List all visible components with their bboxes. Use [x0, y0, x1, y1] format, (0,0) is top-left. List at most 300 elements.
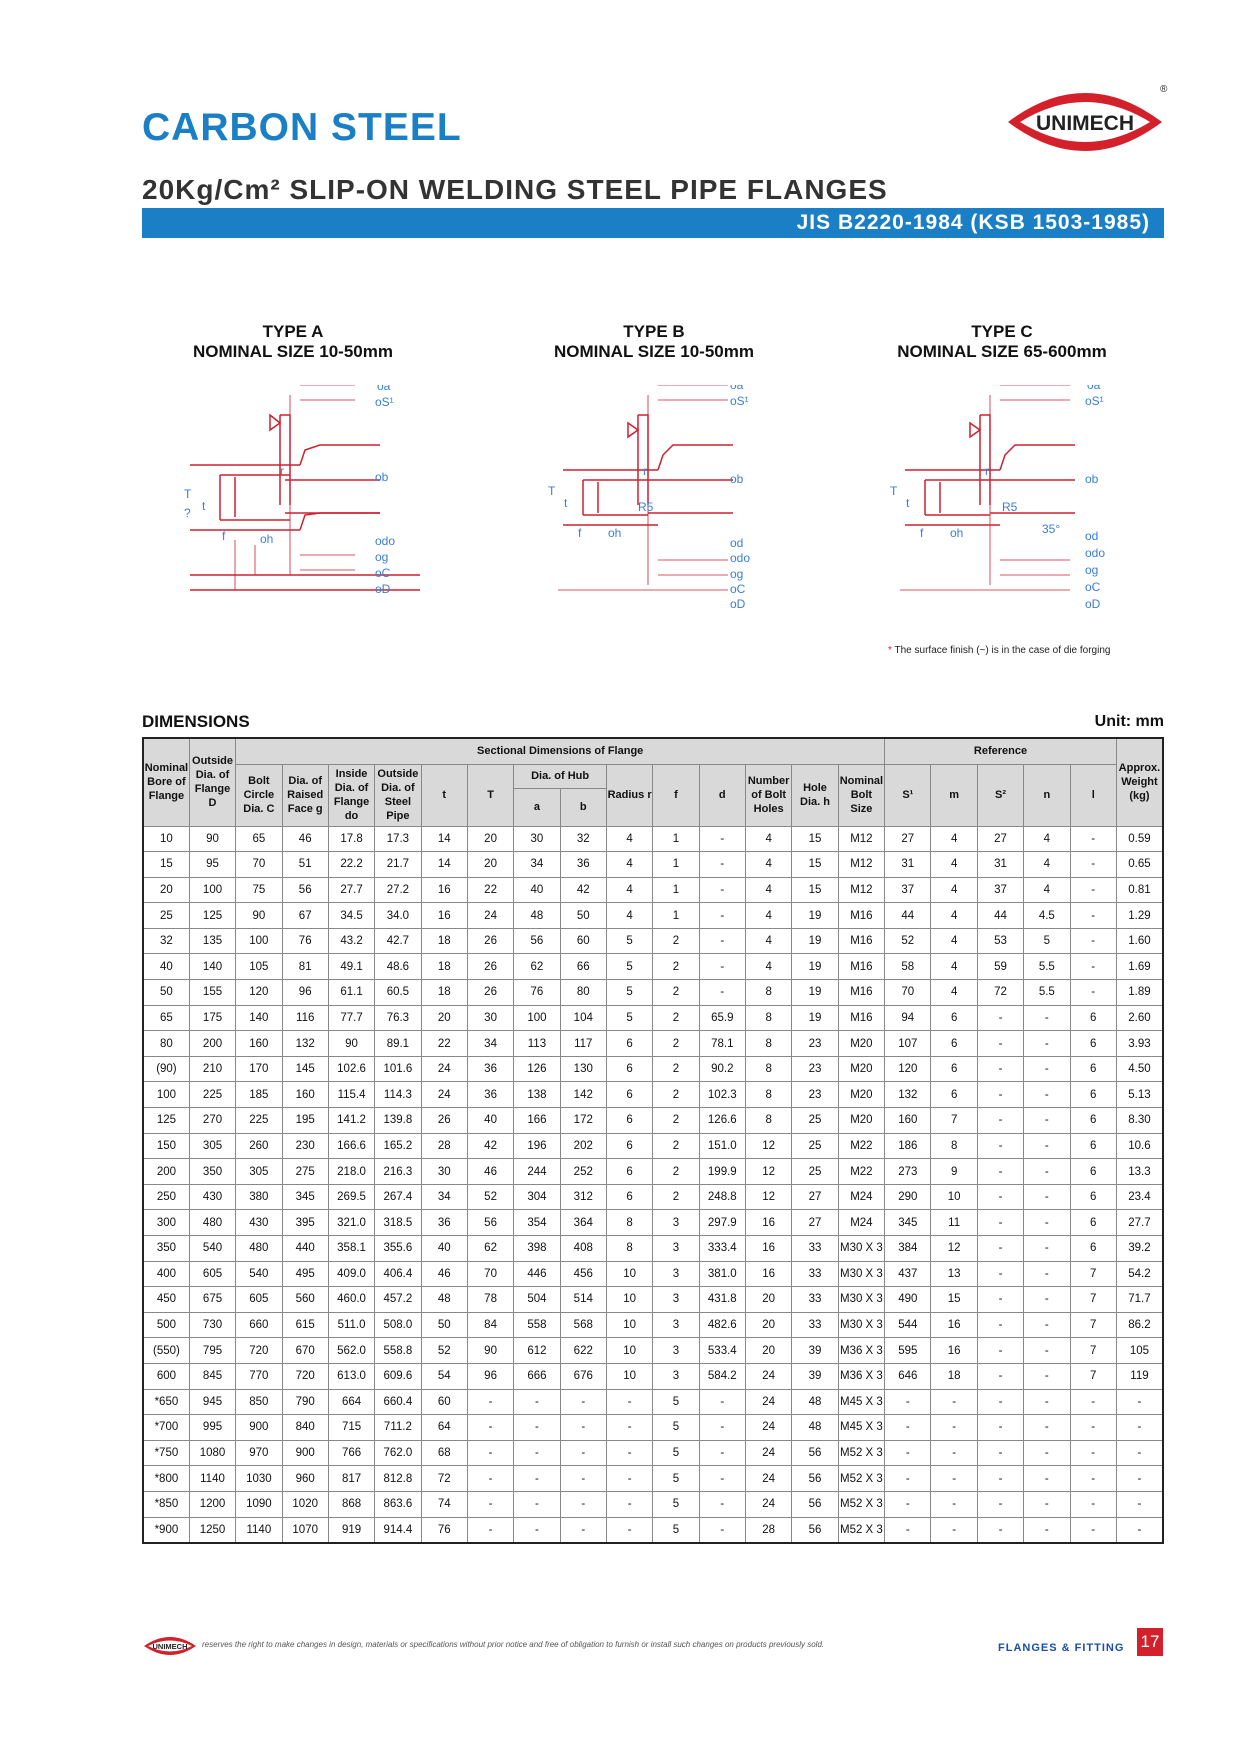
table-cell: 22.2 — [328, 852, 374, 878]
label-oa: oa — [377, 385, 391, 393]
table-cell: 7 — [1070, 1261, 1116, 1287]
table-cell: 40 — [421, 1236, 467, 1262]
table-cell: 30 — [514, 826, 560, 852]
table-cell: 345 — [885, 1210, 931, 1236]
table-cell: 730 — [189, 1312, 235, 1338]
table-cell: 46 — [467, 1159, 513, 1185]
table-cell: - — [885, 1491, 931, 1517]
table-cell: - — [699, 826, 745, 852]
table-cell: 321.0 — [328, 1210, 374, 1236]
table-cell: - — [699, 954, 745, 980]
table-cell: M52 X 3 — [838, 1517, 884, 1543]
table-cell: 252 — [560, 1159, 606, 1185]
table-cell: 6 — [931, 1082, 977, 1108]
table-cell: 13 — [931, 1261, 977, 1287]
table-cell: 39 — [792, 1363, 838, 1389]
table-cell: 675 — [189, 1287, 235, 1313]
table-cell: - — [467, 1491, 513, 1517]
table-cell: 31 — [885, 852, 931, 878]
table-cell: - — [977, 1440, 1023, 1466]
table-cell: 60 — [421, 1389, 467, 1415]
table-cell: 27 — [792, 1210, 838, 1236]
table-cell: 44 — [885, 903, 931, 929]
table-cell: 10 — [143, 826, 189, 852]
table-cell: - — [931, 1440, 977, 1466]
table-cell: 74 — [421, 1491, 467, 1517]
table-cell: 1200 — [189, 1491, 235, 1517]
table-cell: 34 — [421, 1184, 467, 1210]
label-oh: oh — [608, 526, 622, 540]
table-cell: 139.8 — [375, 1108, 421, 1134]
table-cell: 52 — [467, 1184, 513, 1210]
table-cell: 65.9 — [699, 1005, 745, 1031]
table-cell: 10 — [606, 1287, 652, 1313]
table-cell: 27 — [977, 826, 1023, 852]
table-cell: 12 — [745, 1133, 791, 1159]
table-cell: 50 — [143, 980, 189, 1006]
table-cell: 2 — [653, 1056, 699, 1082]
table-cell: 22 — [421, 1031, 467, 1057]
table-cell: 460.0 — [328, 1287, 374, 1313]
table-cell: 16 — [931, 1312, 977, 1338]
table-cell: 20 — [745, 1338, 791, 1364]
table-cell: 350 — [143, 1236, 189, 1262]
table-cell: 4 — [606, 826, 652, 852]
table-cell: M16 — [838, 954, 884, 980]
table-cell: 200 — [189, 1031, 235, 1057]
table-cell: - — [885, 1389, 931, 1415]
table-row — [143, 1056, 1163, 1082]
table-cell: - — [1070, 826, 1116, 852]
table-cell: 609.6 — [375, 1363, 421, 1389]
table-cell: - — [1116, 1415, 1163, 1441]
table-cell: M20 — [838, 1056, 884, 1082]
table-cell: - — [1116, 1389, 1163, 1415]
table-row — [143, 852, 1163, 878]
table-cell: - — [885, 1440, 931, 1466]
table-cell: 0.59 — [1116, 826, 1163, 852]
table-cell: 96 — [467, 1363, 513, 1389]
table-cell: 27.7 — [1116, 1210, 1163, 1236]
label-r: r — [643, 464, 647, 478]
table-cell: 132 — [282, 1031, 328, 1057]
table-cell: - — [977, 1082, 1023, 1108]
label-t: t — [202, 499, 206, 513]
table-cell: 18 — [421, 928, 467, 954]
table-cell: 34.0 — [375, 903, 421, 929]
table-cell: 720 — [282, 1363, 328, 1389]
table-cell: 4 — [606, 877, 652, 903]
table-cell: 78 — [467, 1287, 513, 1313]
table-cell: 16 — [745, 1210, 791, 1236]
table-cell: 613.0 — [328, 1363, 374, 1389]
table-cell: 615 — [282, 1312, 328, 1338]
table-cell: 1020 — [282, 1491, 328, 1517]
table-cell: 33 — [792, 1287, 838, 1313]
label-oh: oh — [260, 532, 274, 546]
table-cell: - — [1070, 980, 1116, 1006]
table-cell: 19 — [792, 903, 838, 929]
table-cell: 318.5 — [375, 1210, 421, 1236]
table-cell: 1 — [653, 903, 699, 929]
table-cell: 65 — [143, 1005, 189, 1031]
table-cell: 160 — [236, 1031, 282, 1057]
table-cell: - — [1024, 1159, 1070, 1185]
footer-disclaimer: reserves the right to make changes in design, materials or specifications without prior notice and free of obligation to furnish or install such changes on products previously sold. — [202, 1640, 825, 1649]
label-t: t — [564, 496, 568, 510]
table-cell: 24 — [745, 1363, 791, 1389]
type-b-name: TYPE B — [623, 322, 685, 341]
table-cell: 5 — [653, 1466, 699, 1492]
table-cell: 72 — [977, 980, 1023, 1006]
table-cell: 482.6 — [699, 1312, 745, 1338]
table-cell: 130 — [560, 1056, 606, 1082]
table-cell: 27 — [792, 1184, 838, 1210]
table-cell: 27.2 — [375, 877, 421, 903]
table-cell: - — [1024, 1491, 1070, 1517]
table-cell: 4 — [931, 954, 977, 980]
table-cell: 126 — [514, 1056, 560, 1082]
table-cell: - — [977, 1466, 1023, 1492]
footer-logo-text: UNIMECH — [152, 1642, 188, 1651]
table-cell: 54.2 — [1116, 1261, 1163, 1287]
table-row — [143, 1363, 1163, 1389]
table-cell: 1.29 — [1116, 903, 1163, 929]
table-cell: 17.8 — [328, 826, 374, 852]
table-cell: 540 — [189, 1236, 235, 1262]
table-cell: - — [514, 1389, 560, 1415]
table-cell: 5 — [606, 954, 652, 980]
table-cell: 42 — [560, 877, 606, 903]
table-cell: 30 — [421, 1159, 467, 1185]
table-cell: 16 — [745, 1236, 791, 1262]
table-cell: - — [977, 1159, 1023, 1185]
table-cell: 6 — [606, 1031, 652, 1057]
table-cell: - — [1024, 1184, 1070, 1210]
label-os1: oS¹ — [730, 394, 749, 408]
table-cell: 40 — [143, 954, 189, 980]
label-odo: odo — [730, 551, 751, 565]
table-cell: 5 — [653, 1440, 699, 1466]
table-cell: - — [560, 1517, 606, 1543]
table-cell: 46 — [421, 1261, 467, 1287]
label-odo: odo — [375, 534, 396, 548]
header-bolt-circle: Bolt Circle Dia. C — [236, 764, 282, 826]
label-oc: oC — [375, 566, 391, 580]
table-row — [143, 928, 1163, 954]
table-cell: - — [699, 1517, 745, 1543]
table-cell: 19 — [792, 928, 838, 954]
table-cell: 60.5 — [375, 980, 421, 1006]
table-cell: 185 — [236, 1082, 282, 1108]
standard-label: JIS B2220-1984 (KSB 1503-1985) — [796, 211, 1150, 234]
type-c-size: NOMINAL SIZE 65-600mm — [897, 342, 1107, 361]
table-cell: 22 — [467, 877, 513, 903]
table-cell: 90 — [236, 903, 282, 929]
table-cell: 4 — [745, 928, 791, 954]
type-a-diagram — [180, 385, 440, 620]
table-cell: 269.5 — [328, 1184, 374, 1210]
table-cell: 558.8 — [375, 1338, 421, 1364]
type-a-title — [133, 322, 453, 362]
table-cell: 5 — [1024, 928, 1070, 954]
table-cell: 511.0 — [328, 1312, 374, 1338]
table-cell: 7 — [1070, 1312, 1116, 1338]
table-cell: - — [977, 1031, 1023, 1057]
table-cell: 8 — [745, 1005, 791, 1031]
table-cell: 84 — [467, 1312, 513, 1338]
table-cell: 504 — [514, 1287, 560, 1313]
label-odo: odo — [1085, 546, 1106, 560]
label-r: r — [985, 464, 989, 478]
table-cell: 446 — [514, 1261, 560, 1287]
table-cell: 0.81 — [1116, 877, 1163, 903]
table-cell: 270 — [189, 1108, 235, 1134]
table-cell: 52 — [421, 1338, 467, 1364]
table-cell: 86.2 — [1116, 1312, 1163, 1338]
label-od: oD — [375, 582, 391, 596]
table-cell: 196 — [514, 1133, 560, 1159]
table-cell: 3 — [653, 1287, 699, 1313]
table-cell: 119 — [1116, 1363, 1163, 1389]
table-cell: M12 — [838, 852, 884, 878]
table-cell: - — [606, 1466, 652, 1492]
table-cell: 5 — [653, 1491, 699, 1517]
table-cell: 840 — [282, 1415, 328, 1441]
table-cell: 4 — [606, 903, 652, 929]
table-cell: 36 — [467, 1082, 513, 1108]
table-row — [143, 1415, 1163, 1441]
table-cell: 456 — [560, 1261, 606, 1287]
table-cell: M24 — [838, 1184, 884, 1210]
table-cell: 1250 — [189, 1517, 235, 1543]
table-cell: 2 — [653, 1184, 699, 1210]
table-cell: 76.3 — [375, 1005, 421, 1031]
table-cell: 115.4 — [328, 1082, 374, 1108]
table-row — [143, 826, 1163, 852]
table-cell: 50 — [421, 1312, 467, 1338]
header-inside-dia: Inside Dia. of Flange do — [328, 764, 374, 826]
table-cell: 160 — [885, 1108, 931, 1134]
table-cell: *650 — [143, 1389, 189, 1415]
table-cell: 3 — [653, 1236, 699, 1262]
table-cell: 6 — [1070, 1236, 1116, 1262]
table-cell: - — [1024, 1108, 1070, 1134]
table-cell: - — [560, 1466, 606, 1492]
table-cell: 76 — [282, 928, 328, 954]
table-cell: 770 — [236, 1363, 282, 1389]
table-cell: 711.2 — [375, 1415, 421, 1441]
surface-finish-note — [888, 645, 1110, 656]
table-cell: - — [514, 1440, 560, 1466]
header-raised-face: Dia. of Raised Face g — [282, 764, 328, 826]
header-hole-dia: Hole Dia. h — [792, 764, 838, 826]
table-cell: 56 — [514, 928, 560, 954]
table-cell: - — [606, 1415, 652, 1441]
table-cell: 141.2 — [328, 1108, 374, 1134]
label-od-outer: oD — [730, 597, 746, 611]
table-cell: 175 — [189, 1005, 235, 1031]
table-cell: 4.5 — [1024, 903, 1070, 929]
table-cell: 61.1 — [328, 980, 374, 1006]
table-cell: 6 — [1070, 1056, 1116, 1082]
table-cell: 56 — [792, 1466, 838, 1492]
table-row — [143, 1159, 1163, 1185]
table-cell: 2 — [653, 954, 699, 980]
table-cell: 116 — [282, 1005, 328, 1031]
table-row — [143, 1389, 1163, 1415]
table-cell: - — [699, 903, 745, 929]
table-cell: - — [1024, 1005, 1070, 1031]
label-f: f — [578, 526, 582, 540]
table-cell: 868 — [328, 1491, 374, 1517]
table-cell: 67 — [282, 903, 328, 929]
table-cell: 863.6 — [375, 1491, 421, 1517]
table-cell: 20 — [143, 877, 189, 903]
table-cell: 105 — [1116, 1338, 1163, 1364]
table-cell: 20 — [745, 1312, 791, 1338]
table-cell: 450 — [143, 1287, 189, 1313]
table-cell: 384 — [885, 1236, 931, 1262]
table-row — [143, 1440, 1163, 1466]
table-cell: 6 — [606, 1133, 652, 1159]
table-cell: 15 — [143, 852, 189, 878]
header-a: a — [514, 788, 560, 826]
header-outside-dia: Outside Dia. of Flange D — [189, 738, 235, 826]
table-cell: 595 — [885, 1338, 931, 1364]
table-cell: 6 — [1070, 1210, 1116, 1236]
table-cell: - — [1024, 1363, 1070, 1389]
header-bolt-holes: Number of Bolt Holes — [745, 764, 791, 826]
table-cell: 409.0 — [328, 1261, 374, 1287]
table-cell: 100 — [143, 1082, 189, 1108]
header-s1: S¹ — [885, 764, 931, 826]
table-cell: 114.3 — [375, 1082, 421, 1108]
table-cell: 6 — [606, 1184, 652, 1210]
table-cell: 558 — [514, 1312, 560, 1338]
table-cell: 267.4 — [375, 1184, 421, 1210]
table-cell: 75 — [236, 877, 282, 903]
table-cell: 290 — [885, 1184, 931, 1210]
table-cell: - — [514, 1466, 560, 1492]
table-cell: 210 — [189, 1056, 235, 1082]
table-cell: - — [467, 1440, 513, 1466]
table-cell: 2 — [653, 980, 699, 1006]
table-cell: - — [977, 1491, 1023, 1517]
table-cell: 817 — [328, 1466, 374, 1492]
note-star: * — [888, 645, 892, 656]
page-number: 17 — [1137, 1628, 1163, 1656]
table-cell: 304 — [514, 1184, 560, 1210]
label-oa: oa — [730, 385, 744, 392]
table-cell: 4 — [931, 877, 977, 903]
table-row — [143, 1184, 1163, 1210]
table-cell: 4 — [931, 826, 977, 852]
table-cell: 919 — [328, 1517, 374, 1543]
header-n: n — [1024, 764, 1070, 826]
label-os1: oS¹ — [375, 395, 394, 409]
table-cell: 358.1 — [328, 1236, 374, 1262]
table-cell: 16 — [421, 877, 467, 903]
label-od-outer: oD — [1085, 597, 1101, 611]
table-cell: 8 — [745, 1056, 791, 1082]
table-cell: - — [699, 1415, 745, 1441]
table-row — [143, 903, 1163, 929]
table-cell: 33 — [792, 1312, 838, 1338]
table-cell: 117 — [560, 1031, 606, 1057]
table-cell: - — [1070, 1440, 1116, 1466]
label-f: f — [920, 526, 924, 540]
table-cell: 53 — [977, 928, 1023, 954]
table-cell: 107 — [885, 1031, 931, 1057]
table-cell: - — [699, 1491, 745, 1517]
table-cell: 4 — [1024, 852, 1070, 878]
table-cell: - — [1024, 1287, 1070, 1313]
table-cell: 165.2 — [375, 1133, 421, 1159]
table-cell: 5 — [606, 1005, 652, 1031]
table-cell: - — [1070, 1466, 1116, 1492]
table-cell: 138 — [514, 1082, 560, 1108]
table-row — [143, 1466, 1163, 1492]
label-oc: oC — [1085, 580, 1101, 594]
table-cell: 4 — [745, 852, 791, 878]
table-cell: 333.4 — [699, 1236, 745, 1262]
table-cell: - — [1024, 1236, 1070, 1262]
table-cell: 622 — [560, 1338, 606, 1364]
header-reference-group: Reference — [885, 738, 1117, 764]
table-cell: - — [1024, 1415, 1070, 1441]
table-cell: 605 — [189, 1261, 235, 1287]
table-cell: 81 — [282, 954, 328, 980]
table-cell: *850 — [143, 1491, 189, 1517]
table-cell: 6 — [606, 1082, 652, 1108]
table-cell: 5.13 — [1116, 1082, 1163, 1108]
table-cell: 20 — [467, 826, 513, 852]
table-cell: 2 — [653, 1082, 699, 1108]
table-cell: 113 — [514, 1031, 560, 1057]
table-cell: 40 — [467, 1108, 513, 1134]
table-cell: 25 — [143, 903, 189, 929]
logo-text: UNIMECH — [1036, 112, 1134, 135]
table-cell: 10.6 — [1116, 1133, 1163, 1159]
table-cell: 914.4 — [375, 1517, 421, 1543]
table-cell: 150 — [143, 1133, 189, 1159]
label-og: og — [730, 567, 744, 581]
table-cell: 64 — [421, 1415, 467, 1441]
table-cell: - — [699, 928, 745, 954]
table-cell: 48 — [514, 903, 560, 929]
table-cell: 5 — [606, 928, 652, 954]
table-cell: 10 — [606, 1261, 652, 1287]
table-cell: 28 — [421, 1133, 467, 1159]
table-cell: 96 — [282, 980, 328, 1006]
table-cell: - — [606, 1440, 652, 1466]
table-cell: M16 — [838, 928, 884, 954]
table-cell: 77.7 — [328, 1005, 374, 1031]
table-cell: 24 — [745, 1466, 791, 1492]
table-cell: - — [1024, 1312, 1070, 1338]
label-35deg: 35° — [1042, 522, 1061, 536]
header-T: T — [467, 764, 513, 826]
table-cell: - — [560, 1415, 606, 1441]
table-cell: 23 — [792, 1056, 838, 1082]
table-cell: - — [699, 1389, 745, 1415]
table-cell: 600 — [143, 1363, 189, 1389]
table-cell: 37 — [885, 877, 931, 903]
table-cell: 1.89 — [1116, 980, 1163, 1006]
table-cell: 19 — [792, 954, 838, 980]
table-cell: 1140 — [236, 1517, 282, 1543]
